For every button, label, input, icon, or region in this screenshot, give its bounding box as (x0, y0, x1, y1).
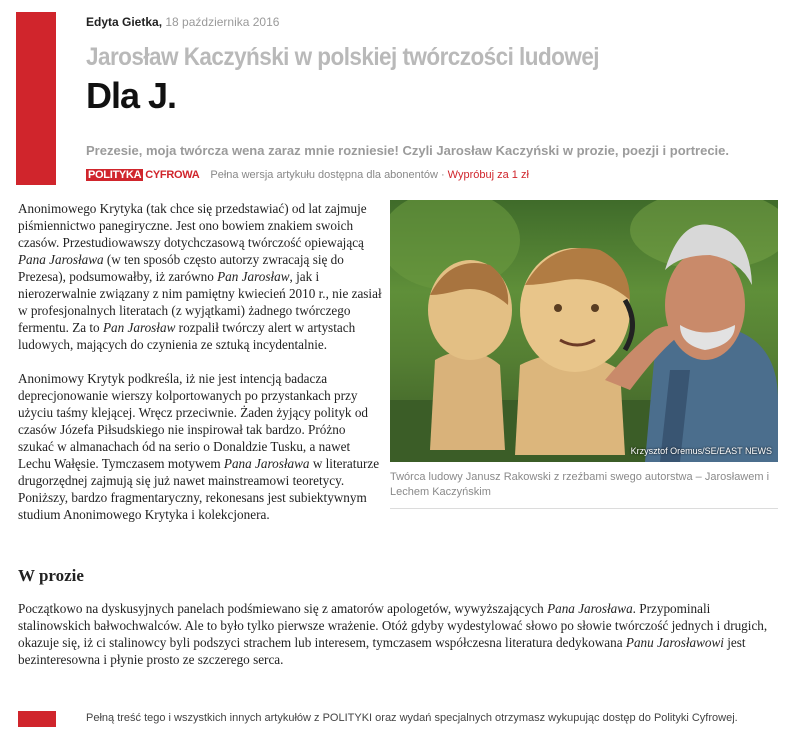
text-run: (w ten sposób często autorzy zwracają się do Prezesa), podsumowałby, iż zarówno (18, 252, 344, 284)
text-run: Anonimowego Krytyka (tak chce się przedstawiać) od lat zajmuje piśmiennictwo panegiryczne. Jest ono bowiem znakiem swoich czasów. Przestudiowawszy dotychczasową twórczość opiewającą (18, 201, 367, 250)
italic-run: Pan Jarosław (102, 320, 176, 335)
text-run: jest bezinteresowna i płynie prosto ze szczerego serca. (18, 635, 746, 667)
paragraph-1 (18, 200, 383, 353)
article-header (86, 14, 786, 118)
italic-run: Pana Jarosława (18, 252, 104, 267)
article-lead: Prezesie, moja twórcza wena zaraz mnie rozniesie! Czyli Jarosław Kaczyński w prozie, poezji i portrecie. (86, 143, 730, 158)
footer-paywall-note: Pełną treść tego i wszystkich innych artykułów z POLITYKI oraz wydań specjalnych otrzymasz wykupując dostęp do Polityki Cyfrowej. (86, 712, 738, 724)
italic-run: Panu Jarosławowi (625, 635, 724, 650)
polityka-cyfrowa-logo[interactable] (86, 167, 199, 183)
author-name[interactable]: Edyta Gietka, (86, 15, 163, 29)
text-run: . Przypominali stalinowskich bałwochwalców. Ale to było tylko pierwsze wrażenie. Otóż gdyby wydestylować słowo po słowie twórczość jednych i drugich, okazuje się, iż ci stalinowcy byli podszyci strachem lub interesem, tymczasem współczesna literatura dedykowana (18, 601, 768, 650)
publish-date: 18 października 2016 (165, 15, 280, 29)
italic-run: Pana Jarosława (547, 601, 633, 616)
italic-run: Pana Jarosława (223, 456, 310, 471)
promo-separator: · (437, 169, 448, 181)
photo-caption: Twórca ludowy Janusz Rakowski z rzeźbami swego autorstwa – Jarosławem i Lechem Kaczyńskim (390, 470, 778, 509)
footer-accent-bar (18, 711, 56, 727)
section-heading: W prozie (18, 566, 84, 585)
article-column-left (18, 200, 383, 540)
promo-text: Pełna wersja artykułu dostępna dla abonentów (210, 169, 438, 181)
byline (86, 14, 786, 30)
try-offer-link[interactable]: Wypróbuj za 1 zł (447, 169, 529, 181)
article-kicker: Jarosław Kaczyński w polskiej twórczości ludowej (86, 43, 600, 71)
article-title: Dla J. (86, 75, 177, 116)
photo-illustration (390, 200, 778, 462)
italic-run: Pan Jarosław (217, 269, 290, 284)
photo-credit: Krzysztof Oremus/SE/EAST NEWS (630, 446, 772, 456)
paragraph-2 (18, 370, 383, 523)
logo-part-cyfrowa: CYFROWA (145, 169, 200, 181)
red-accent-bar (16, 12, 56, 185)
logo-part-polityka: POLITYKA (88, 169, 142, 181)
paragraph-3 (18, 600, 782, 668)
text-run: rozpalił twórczy alert w artystach ludowych, mających do czynienia ze sztuką incydentalnie. (18, 320, 356, 352)
text-run: Anonimowy Krytyk podkreśla, iż nie jest intencją badacza deprecjonowanie wierszy kolportowanych po przystankach przy użyciu taśmy klejącej. Wręcz przeciwnie. Żaden żyjący polityk od czasów Józefa Piłsudskiego nie inspirował tak bardzo. Próżno szukać w almanachach ód na serio o Donaldzie Tusku, a nawet Lechu Wałęsie. Tymczasem motywem (18, 371, 369, 471)
article-photo[interactable] (390, 200, 778, 462)
article-figure (390, 200, 780, 509)
text-run: w literaturze drugorzędnej zajmują się już nawet mainstreamowi teoretycy. Poniższy, bardzo fragmentaryczny, rekonesans jest subiektywnym studium Anonimowego Krytyka i kolekcjonera. (18, 456, 380, 522)
text-run: , jak i nierozerwalnie związany z nim pamiętny kwiecień 2010 r., nie zasiał w profesjonalnych literatach (z wyjątkami) żadnego twórczego fermentu. Za to (18, 269, 382, 335)
text-run: Początkowo na dyskusyjnych panelach podśmiewano się z amatorów apologetów, wywyższających (18, 601, 548, 616)
subscription-promo (86, 167, 529, 183)
